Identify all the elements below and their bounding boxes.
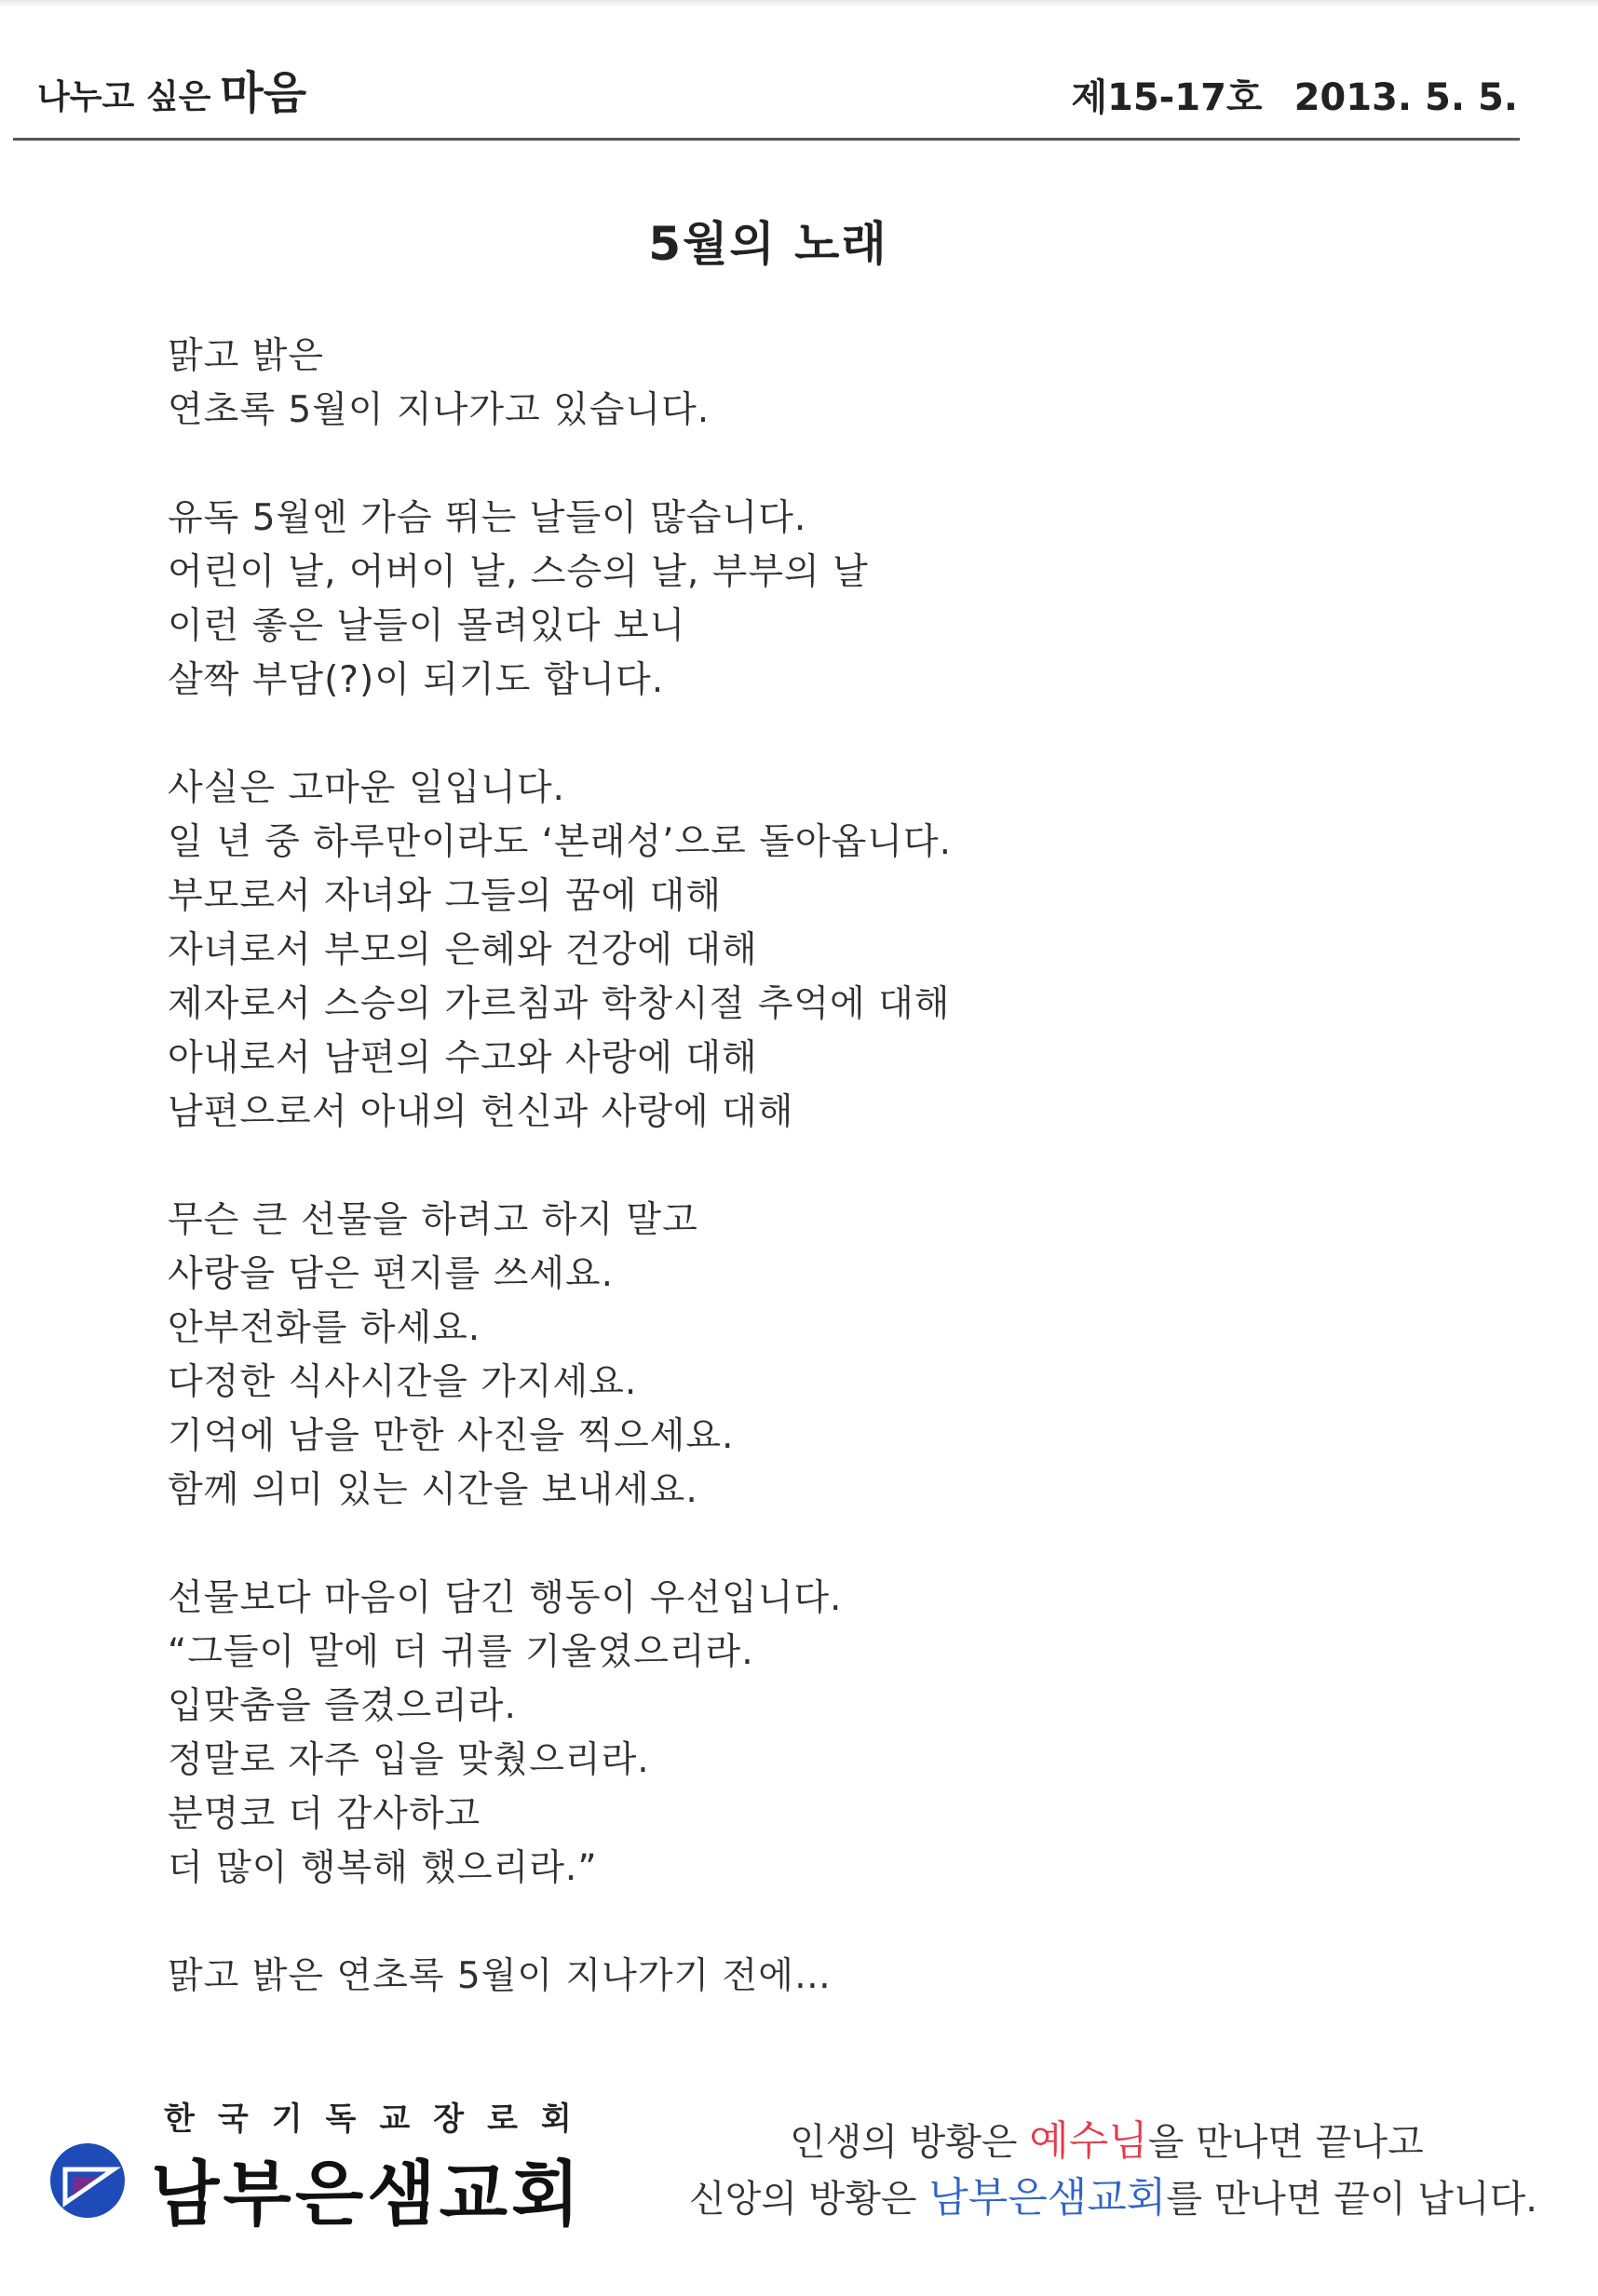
poem-line: 유독 5월엔 가슴 뛰는 날들이 많습니다. — [168, 497, 807, 539]
slogan-line-1 — [652, 2114, 1490, 2170]
poem-line: 맑고 밝은 — [168, 335, 325, 377]
stanza-5 — [168, 1572, 1378, 1896]
denomination-name: 한국기독교장로회 — [164, 2100, 595, 2138]
poem-line: 안부전화를 하세요. — [168, 1307, 481, 1349]
newsletter-header — [37, 63, 1518, 138]
church-slogan — [652, 2114, 1537, 2227]
column-name-emphasis: 마음 — [220, 67, 307, 119]
slogan-2-prefix: 신앙의 방황은 — [689, 2178, 929, 2221]
poem-line: 다정한 식사시간을 가지세요. — [168, 1361, 638, 1403]
stanza-3 — [168, 762, 1378, 1140]
poem-line: 어린이 날, 어버이 날, 스승의 날, 부부의 날 — [168, 551, 869, 593]
slogan-1-prefix: 인생의 방황은 — [790, 2121, 1030, 2164]
poem-line: 정말로 자주 입을 맞췄으리라. — [168, 1739, 650, 1781]
issue-date: 2013. 5. 5. — [1293, 76, 1518, 119]
column-name — [37, 57, 306, 121]
poem-body — [168, 330, 1378, 2058]
church-branding — [48, 2086, 595, 2235]
slogan-1-emphasis: 예수님 — [1029, 2117, 1148, 2165]
issue-number: 제15-17호 — [1071, 76, 1263, 119]
poem-line: 무슨 큰 선물을 하려고 하지 말고 — [168, 1199, 698, 1241]
poem-line: 맑고 밝은 연초록 5월이 지나가기 전에… — [168, 1955, 832, 1997]
poem-line: 살짝 부담(?)이 되기도 합니다. — [168, 659, 665, 701]
slogan-2-suffix: 를 만나면 끝이 납니다. — [1166, 2178, 1537, 2221]
slogan-2-emphasis: 남부은샘교회 — [928, 2174, 1167, 2222]
header-divider — [13, 138, 1520, 141]
poem-line: 연초록 5월이 지나가고 있습니다. — [168, 389, 711, 431]
poem-line: 아내로서 남편의 수고와 사랑에 대해 — [168, 1037, 758, 1079]
stanza-6 — [168, 1950, 1378, 2004]
church-name: 남부은샘교회 — [151, 2153, 584, 2235]
slogan-line-2 — [652, 2170, 1537, 2227]
slogan-1-suffix: 을 만나면 끝나고 — [1147, 2121, 1424, 2164]
poem-line: 함께 의미 있는 시간을 보내세요. — [168, 1469, 698, 1511]
poem-line: 남편으로서 아내의 헌신과 사랑에 대해 — [168, 1091, 794, 1133]
poem-line: 이런 좋은 날들이 몰려있다 보니 — [168, 605, 686, 647]
poem-title: 5월의 노래 — [648, 217, 888, 271]
page-top-edge — [0, 0, 1598, 7]
stanza-4 — [168, 1194, 1378, 1518]
poem-line: 사랑을 담은 편지를 쓰세요. — [168, 1253, 615, 1295]
stanza-2 — [168, 492, 1378, 708]
poem-line: 사실은 고마운 일입니다. — [168, 767, 565, 809]
poem-line: 더 많이 행복해 했으리라.” — [168, 1847, 598, 1889]
issue-info — [1071, 68, 1518, 121]
poem-line: 선물보다 마음이 담긴 행동이 우선입니다. — [168, 1577, 843, 1619]
column-name-prefix: 나누고 싶은 — [37, 78, 211, 116]
poem-line: 자녀로서 부모의 은혜와 건강에 대해 — [168, 929, 758, 971]
poem-line: 기억에 남을 만한 사진을 찍으세요. — [168, 1415, 735, 1457]
stanza-1 — [168, 330, 1378, 438]
poem-line: 입맞춤을 즐겼으리라. — [168, 1685, 517, 1727]
poem-line: 제자로서 스승의 가르침과 학창시절 추억에 대해 — [168, 983, 951, 1025]
poem-line: 부모로서 자녀와 그들의 꿈에 대해 — [168, 875, 723, 917]
poem-line: 분명코 더 감사하고 — [168, 1793, 481, 1835]
poem-line: 일 년 중 하루만이라도 ‘본래성’으로 돌아옵니다. — [168, 821, 952, 863]
poem-line: “그들이 말에 더 귀를 기울였으리라. — [168, 1631, 754, 1673]
church-logo-icon — [48, 2141, 127, 2220]
